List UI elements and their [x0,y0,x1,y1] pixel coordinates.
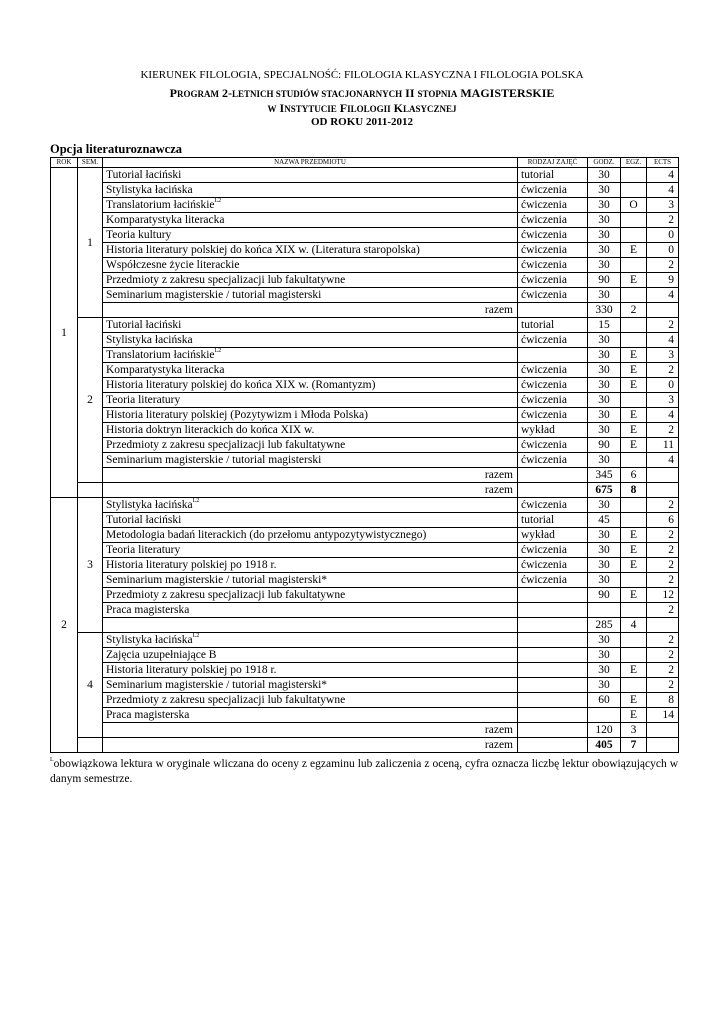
table-row [51,588,679,603]
hours: 30 [588,378,621,393]
class-type [518,678,588,693]
table-row [51,243,679,258]
total-hours: 120 [588,723,621,738]
hours: 90 [588,438,621,453]
ects: 12 [647,588,679,603]
hours: 30 [588,363,621,378]
exam [621,633,647,648]
subject-name: Historia literatury polskiej po 1918 r. [103,663,518,678]
subject-name: Teoria literatury [103,543,518,558]
table-row [51,513,679,528]
table-row [51,363,679,378]
ects: 2 [647,633,679,648]
hours: 30 [588,423,621,438]
exam: E [621,423,647,438]
ects: 8 [647,693,679,708]
subject-name: Seminarium magisterskie / tutorial magisterski [103,453,518,468]
total-ects [647,618,679,633]
subject-name: Przedmioty z zakresu specjalizacji lub fakultatywne [103,693,518,708]
ects: 2 [647,573,679,588]
total-exams: 4 [621,618,647,633]
table-row [51,528,679,543]
ects: 14 [647,708,679,723]
total-label: razem [103,483,518,498]
ects: 2 [647,213,679,228]
table-row [51,198,679,213]
total-exams: 7 [621,738,647,753]
table-row [51,423,679,438]
hours: 30 [588,543,621,558]
total-exams: 6 [621,468,647,483]
hours: 30 [588,528,621,543]
class-type: ćwiczenia [518,273,588,288]
hours: 30 [588,198,621,213]
table-row [51,183,679,198]
ects: 2 [647,423,679,438]
table-row [51,288,679,303]
ects: 3 [647,198,679,213]
hours: 30 [588,243,621,258]
table-row [51,348,679,363]
class-type: ćwiczenia [518,183,588,198]
subject-name: Przedmioty z zakresu specjalizacji lub fakultatywne [103,588,518,603]
ects: 2 [647,318,679,333]
subject-name: Tutorial łaciński [103,513,518,528]
table-row [51,663,679,678]
header-line-3: W INSTYTUCIE FILOLOGII KLASYCZNEJ [267,101,457,115]
exam [621,678,647,693]
subject-name: Stylistyka łacińska$^{L2}$ [103,498,518,513]
class-type [518,663,588,678]
table-row [51,333,679,348]
exam: E [621,348,647,363]
column-header: NAZWA PRZEDMIOTU [103,158,518,168]
class-type: ćwiczenia [518,543,588,558]
year-cell: 2 [51,498,78,753]
class-type [518,708,588,723]
total-label [103,618,518,633]
table-row [51,213,679,228]
hours: 30 [588,453,621,468]
subject-name: Tutorial łaciński [103,318,518,333]
subject-name: Historia doktryn literackich do końca XIX w. [103,423,518,438]
ects: 2 [647,543,679,558]
class-type: ćwiczenia [518,408,588,423]
table-row [51,678,679,693]
exam [621,498,647,513]
exam: E [621,528,647,543]
exam: E [621,558,647,573]
year-cell: 1 [51,168,78,498]
class-type: ćwiczenia [518,438,588,453]
subject-name: Historia literatury polskiej do końca XIX w. (Literatura staropolska) [103,243,518,258]
class-type: ćwiczenia [518,333,588,348]
semester-cell: 3 [78,498,103,633]
exam: E [621,378,647,393]
header-line-1: KIERUNEK FILOLOGIA, SPECJALNOŚĆ: FILOLOGIA KLASYCZNA I FILOLOGIA POLSKA [140,69,584,81]
table-row [51,168,679,183]
class-type [518,348,588,363]
table-row [51,573,679,588]
header-line-2: PROGRAM 2-LETNICH STUDIÓW STACJONARNYCH II STOPNIA MAGISTERSKIE [169,86,555,100]
table-row [51,543,679,558]
subject-name: Seminarium magisterskie / tutorial magisterski [103,288,518,303]
exam [621,288,647,303]
subject-name: Teoria kultury [103,228,518,243]
exam [621,393,647,408]
hours: 45 [588,513,621,528]
ects: 2 [647,663,679,678]
footnote: $^L$obowiązkowa lektura w oryginale wliczana do oceny z egzaminu lub zaliczenia z oceną, cyfra oznacza liczbę lektur obowiązujących w danym semestrze. [50,757,678,785]
exam: E [621,408,647,423]
subject-name: Stylistyka łacińska [103,333,518,348]
total-label: razem [103,723,518,738]
class-type [518,693,588,708]
hours: 30 [588,648,621,663]
subject-name: Komparatystyka literacka [103,363,518,378]
class-type: ćwiczenia [518,393,588,408]
total-exams: 2 [621,303,647,318]
ects: 4 [647,333,679,348]
exam: E [621,543,647,558]
table-row [51,693,679,708]
total-row [51,723,679,738]
class-type: tutorial [518,168,588,183]
column-header: EGZ. [621,158,647,168]
subject-name: Historia literatury polskiej po 1918 r. [103,558,518,573]
hours: 30 [588,573,621,588]
ects: 3 [647,348,679,363]
hours: 90 [588,588,621,603]
total-type [518,468,588,483]
table-row [51,258,679,273]
ects: 2 [647,558,679,573]
ects: 4 [647,183,679,198]
total-ects [647,723,679,738]
ects: 2 [647,528,679,543]
subject-name: Stylistyka łacińska [103,183,518,198]
class-type: tutorial [518,513,588,528]
hours: 30 [588,333,621,348]
ects: 2 [647,363,679,378]
hours: 30 [588,183,621,198]
exam [621,213,647,228]
class-type: ćwiczenia [518,258,588,273]
total-row [51,618,679,633]
total-row [51,738,679,753]
ects: 6 [647,513,679,528]
class-type: ćwiczenia [518,228,588,243]
exam [621,648,647,663]
subject-name: Seminarium magisterskie / tutorial magisterski* [103,678,518,693]
exam: E [621,243,647,258]
ects: 2 [647,678,679,693]
ects: 0 [647,243,679,258]
ects: 0 [647,228,679,243]
class-type [518,648,588,663]
column-header: ROK [51,158,78,168]
table-row [51,648,679,663]
ects: 2 [647,258,679,273]
semester-cell: 2 [78,318,103,483]
total-exams: 8 [621,483,647,498]
subject-name: Zajęcia uzupełniające B [103,648,518,663]
hours: 30 [588,498,621,513]
class-type [518,603,588,618]
exam: E [621,588,647,603]
table-row [51,498,679,513]
total-hours: 330 [588,303,621,318]
subject-name: Translatorium łacińskie$^{L2}$ [103,348,518,363]
exam: E [621,363,647,378]
ects: 11 [647,438,679,453]
ects: 2 [647,498,679,513]
class-type: ćwiczenia [518,213,588,228]
header-line-4: OD ROKU 2011-2012 [310,116,414,128]
exam [621,603,647,618]
semester-cell: 1 [78,168,103,318]
total-type [518,618,588,633]
class-type: wykład [518,528,588,543]
hours: 30 [588,678,621,693]
class-type: ćwiczenia [518,288,588,303]
column-header: GODZ. [588,158,621,168]
total-ects [647,303,679,318]
subject-name: Praca magisterska [103,603,518,618]
hours: 15 [588,318,621,333]
option-title: Opcja literaturoznawcza [50,142,183,156]
table-row [51,453,679,468]
total-hours: 675 [588,483,621,498]
exam [621,168,647,183]
exam: E [621,693,647,708]
class-type [518,588,588,603]
hours: 30 [588,228,621,243]
subject-name: Historia literatury polskiej (Pozytywizm i Młoda Polska) [103,408,518,423]
exam: E [621,708,647,723]
curriculum-table [50,157,679,753]
total-label: razem [103,468,518,483]
table-row [51,408,679,423]
total-type [518,483,588,498]
table-row [51,318,679,333]
exam [621,318,647,333]
subject-name: Tutorial łaciński [103,168,518,183]
semester-cell: 4 [78,633,103,738]
class-type [518,633,588,648]
ects: 4 [647,453,679,468]
exam: E [621,273,647,288]
class-type: ćwiczenia [518,378,588,393]
total-hours: 405 [588,738,621,753]
subject-name: Komparatystyka literacka [103,213,518,228]
exam [621,453,647,468]
exam: O [621,198,647,213]
subject-name: Przedmioty z zakresu specjalizacji lub fakultatywne [103,438,518,453]
total-label: razem [103,738,518,753]
subject-name: Teoria literatury [103,393,518,408]
column-header: SEM. [78,158,103,168]
hours: 90 [588,273,621,288]
ects: 3 [647,393,679,408]
hours: 30 [588,663,621,678]
class-type: ćwiczenia [518,453,588,468]
class-type: ćwiczenia [518,243,588,258]
total-ects [647,468,679,483]
ects: 0 [647,378,679,393]
hours: 30 [588,408,621,423]
table-row [51,378,679,393]
subject-name: Historia literatury polskiej do końca XIX w. (Romantyzm) [103,378,518,393]
total-hours: 285 [588,618,621,633]
ects: 4 [647,288,679,303]
total-type [518,303,588,318]
total-row [51,303,679,318]
hours: 30 [588,168,621,183]
table-row [51,228,679,243]
class-type: wykład [518,423,588,438]
total-ects [647,738,679,753]
ects: 2 [647,603,679,618]
ects: 4 [647,408,679,423]
column-header: ECTS [647,158,679,168]
total-label: razem [103,303,518,318]
total-ects [647,483,679,498]
subject-name: Praca magisterska [103,708,518,723]
hours: 30 [588,393,621,408]
total-type [518,738,588,753]
empty-cell [78,738,103,753]
table-row [51,633,679,648]
table-row [51,393,679,408]
exam [621,258,647,273]
subject-name: Metodologia badań literackich (do przełomu antypozytywistycznego) [103,528,518,543]
hours: 30 [588,348,621,363]
table-row [51,708,679,723]
exam [621,573,647,588]
total-row [51,483,679,498]
table-row [51,603,679,618]
ects: 2 [647,648,679,663]
subject-name: Stylistyka łacińska$^{L2}$ [103,633,518,648]
column-header: RODZAJ ZAJĘĆ [518,158,588,168]
ects: 9 [647,273,679,288]
table-row [51,558,679,573]
ects: 4 [647,168,679,183]
class-type: ćwiczenia [518,558,588,573]
total-row [51,468,679,483]
subject-name: Translatorium łacińskie$^{L2}$ [103,198,518,213]
exam [621,228,647,243]
total-hours: 345 [588,468,621,483]
exam [621,513,647,528]
class-type: ćwiczenia [518,573,588,588]
table-row [51,438,679,453]
exam: E [621,663,647,678]
hours: 30 [588,633,621,648]
hours [588,708,621,723]
hours [588,603,621,618]
exam: E [621,438,647,453]
exam [621,183,647,198]
exam [621,333,647,348]
empty-cell [78,483,103,498]
subject-name: Współczesne życie literackie [103,258,518,273]
hours: 30 [588,558,621,573]
table-header [51,158,679,168]
hours: 30 [588,258,621,273]
hours: 30 [588,213,621,228]
subject-name: Seminarium magisterskie / tutorial magisterski* [103,573,518,588]
total-exams: 3 [621,723,647,738]
class-type: tutorial [518,318,588,333]
hours: 60 [588,693,621,708]
total-type [518,723,588,738]
subject-name: Przedmioty z zakresu specjalizacji lub fakultatywne [103,273,518,288]
class-type: ćwiczenia [518,363,588,378]
hours: 30 [588,288,621,303]
class-type: ćwiczenia [518,198,588,213]
class-type: ćwiczenia [518,498,588,513]
table-row [51,273,679,288]
